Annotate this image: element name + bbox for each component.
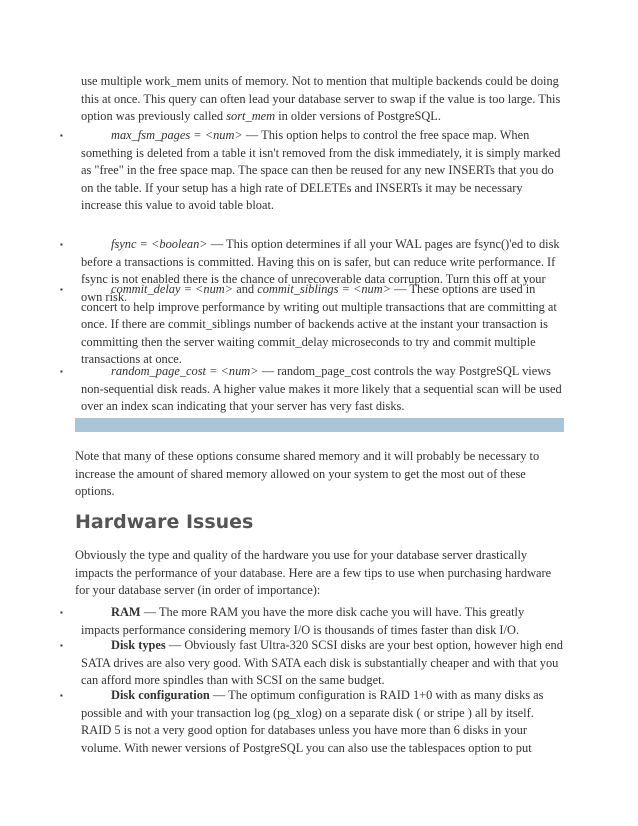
hardware-item-disk-configuration	[81, 687, 565, 757]
bullet-icon: ▪	[60, 285, 63, 294]
config-text: — random_page_cost controls the way PostgreSQL views non-sequential disk reads. A higher value makes it more likely that a sequential scan will be used over an index scan indicating that your server has very fast disks.	[81, 364, 562, 414]
config-term: random_page_cost = <num>	[111, 364, 259, 378]
config-item-random-page-cost	[81, 363, 565, 416]
config-item-commit-delay	[81, 281, 565, 369]
config-connector: and	[233, 282, 258, 296]
config-item-max-fsm-pages	[81, 127, 565, 215]
bullet-icon: ▪	[60, 131, 63, 140]
hardware-intro: Obviously the type and quality of the hardware you use for your database server drastically impacts the performance of your database. Here are a few tips to use when purchasing hardware for your database server (in order of importance):	[75, 548, 552, 598]
config-term-2: commit_siblings = <num>	[257, 282, 392, 296]
hardware-term: Disk types	[111, 638, 166, 652]
hardware-item-disk-types	[81, 637, 565, 690]
config-term: fsync = <boolean>	[111, 237, 208, 251]
bullet-icon: ▪	[60, 641, 63, 650]
config-text: — These options are used in concert to help improve performance by writing out multiple transactions that are committing at once. If there are commit_siblings number of backends active at the instant your transaction is committing then the server waiting commit_delay microseconds to try and commit multiple transactions at once.	[81, 282, 557, 367]
hardware-text: — Obviously fast Ultra-320 SCSI disks are your best option, however high end SATA drives are also very good. With SATA each disk is substantially cheaper and with that you can afford more spindles than with SCSI on the same budget.	[81, 638, 563, 688]
hardware-item-ram	[81, 604, 565, 639]
continued-tail: in older versions of PostgreSQL.	[275, 109, 441, 124]
bullet-icon: ▪	[60, 240, 63, 249]
continued-paragraph	[81, 73, 565, 126]
continued-text: use multiple work_mem units of memory. Not to mention that multiple backends could be doing this at once. This query can often lead your database server to swap if the value is too large. This option was previously called	[81, 74, 561, 124]
config-term: commit_delay = <num>	[111, 282, 234, 296]
config-term: max_fsm_pages = <num>	[111, 128, 243, 142]
divider-bar	[75, 418, 564, 432]
config-text: — This option helps to control the free space map. When something is deleted from a table it isn't removed from the disk immediately, it is simply marked as "free" in the free space map. The space can then be reused for any new INSERTs that you do on the table. If your setup has a high rate of DELETEs and INSERTs it may be necessary increase this value to avoid table bloat.	[81, 128, 561, 213]
config-text: — This option determines if all your WAL pages are fsync()'ed to disk before a transactions is committed. Having this on is safer, but can reduce write performance. If fsync is not enabled there is the chance of unrecoverable data corruption. Turn this off at your own risk.	[81, 237, 560, 304]
bullet-icon: ▪	[60, 367, 63, 376]
hardware-term: RAM	[111, 605, 141, 619]
hardware-text: — The more RAM you have the more disk cache you will have. This greatly impacts performance considering memory I/O is thousands of times faster than disk I/O.	[81, 605, 525, 637]
section-heading: Hardware Issues	[75, 511, 254, 533]
hardware-term: Disk configuration	[111, 688, 210, 702]
hardware-text: — The optimum configuration is RAID 1+0 with as many disks as possible and with your transaction log (pg_xlog) on a separate disk ( or stripe ) all by itself. RAID 5 is not a very good option for databases unless you have more than 6 disks in your volume. With newer versions of PostgreSQL you can also use the tablespaces option to put	[81, 688, 544, 755]
note-paragraph: Note that many of these options consume shared memory and it will probably be necessary to increase the amount of shared memory allowed on your system to get the most out of these options.	[75, 449, 540, 499]
sort-mem-term: sort_mem	[226, 109, 276, 124]
bullet-icon: ▪	[60, 691, 63, 700]
bullet-icon: ▪	[60, 608, 63, 617]
